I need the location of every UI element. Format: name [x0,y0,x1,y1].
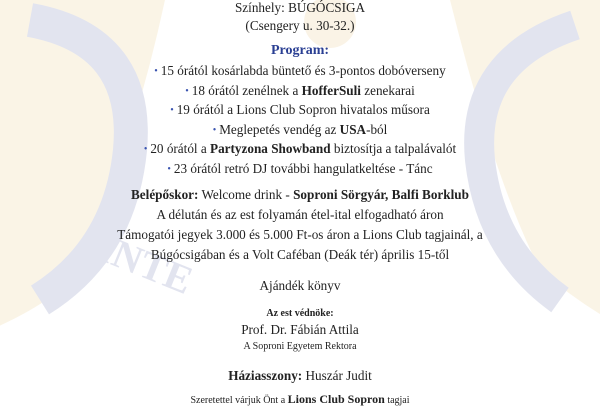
bullet-icon: • [167,163,171,175]
patron-name: Prof. Dr. Fábián Attila [241,322,359,337]
footer-text-end: tagjai [384,395,410,406]
bullet-icon: • [154,66,158,77]
host-line [0,368,600,384]
entry-label: Belépőskor: [131,187,199,202]
program-item-text: 20 órától a [150,141,211,156]
program-item [0,83,600,99]
program-item-text: 15 órától kosárlabda büntető és 3-pontos dobóverseny [160,63,446,78]
entry-detail: A délután és az est folyamán étel-ital elfogadható áron [156,207,444,222]
entry-sponsors: Soproni Sörgyár, Balfi Borklub [293,187,469,202]
program-item [0,122,600,138]
entry-text: Welcome drink - [198,187,294,202]
venue-address: (Csengery u. 30-32.) [245,18,355,33]
program-item-text: 19 órától a Lions Club Sopron hivatalos műsora [176,102,430,117]
program-item [0,102,600,118]
program-item-text: Meglepetés vendég az [219,121,340,137]
program-item [0,161,600,177]
footer-text: Szeretettel várjuk Önt a [190,395,288,406]
bullet-icon: • [185,85,189,97]
patron-heading: Az est védnöke: [266,308,334,319]
footer-club: Lions Club Sopron [287,392,385,406]
entry-line [0,187,600,203]
program-item-text: 23 órától retró DJ további hangulatkeltése - Tánc [173,160,433,176]
patron-title: A Soproni Egyetem Rektora [243,341,357,352]
program-item [0,141,600,157]
program-item-text: 18 órától zenélnek a [191,82,302,98]
program-item-text: zenekarai [360,82,415,98]
bullet-icon: • [170,105,174,116]
entry-detail: Támogatói jegyek 3.000 és 5.000 Ft-os áron a Lions Club tagjainál, a [117,227,483,242]
bullet-icon: • [143,144,148,155]
program-item-text: biztosítja a talpalávalót [330,141,457,156]
program-item-highlight: HofferSuli [301,82,361,98]
program-heading: Program: [270,43,330,58]
program-item-text: -ból [366,121,388,137]
emblem-text: INTE [91,224,200,303]
program-item [0,63,600,79]
host-label: Háziasszony: [228,368,303,383]
program-item-highlight: USA [339,121,367,137]
entry-detail: Búgócsigában és a Volt Caféban (Deák tér) április 15-től [150,247,450,262]
bullet-icon: • [212,124,217,136]
host-name: Huszár Judit [302,368,372,383]
gift-line: Ajándék könyv [259,278,341,293]
program-item-highlight: Partyzona Showband [210,141,331,156]
venue-line: Színhely: BÚGÓCSIGA [234,0,366,15]
